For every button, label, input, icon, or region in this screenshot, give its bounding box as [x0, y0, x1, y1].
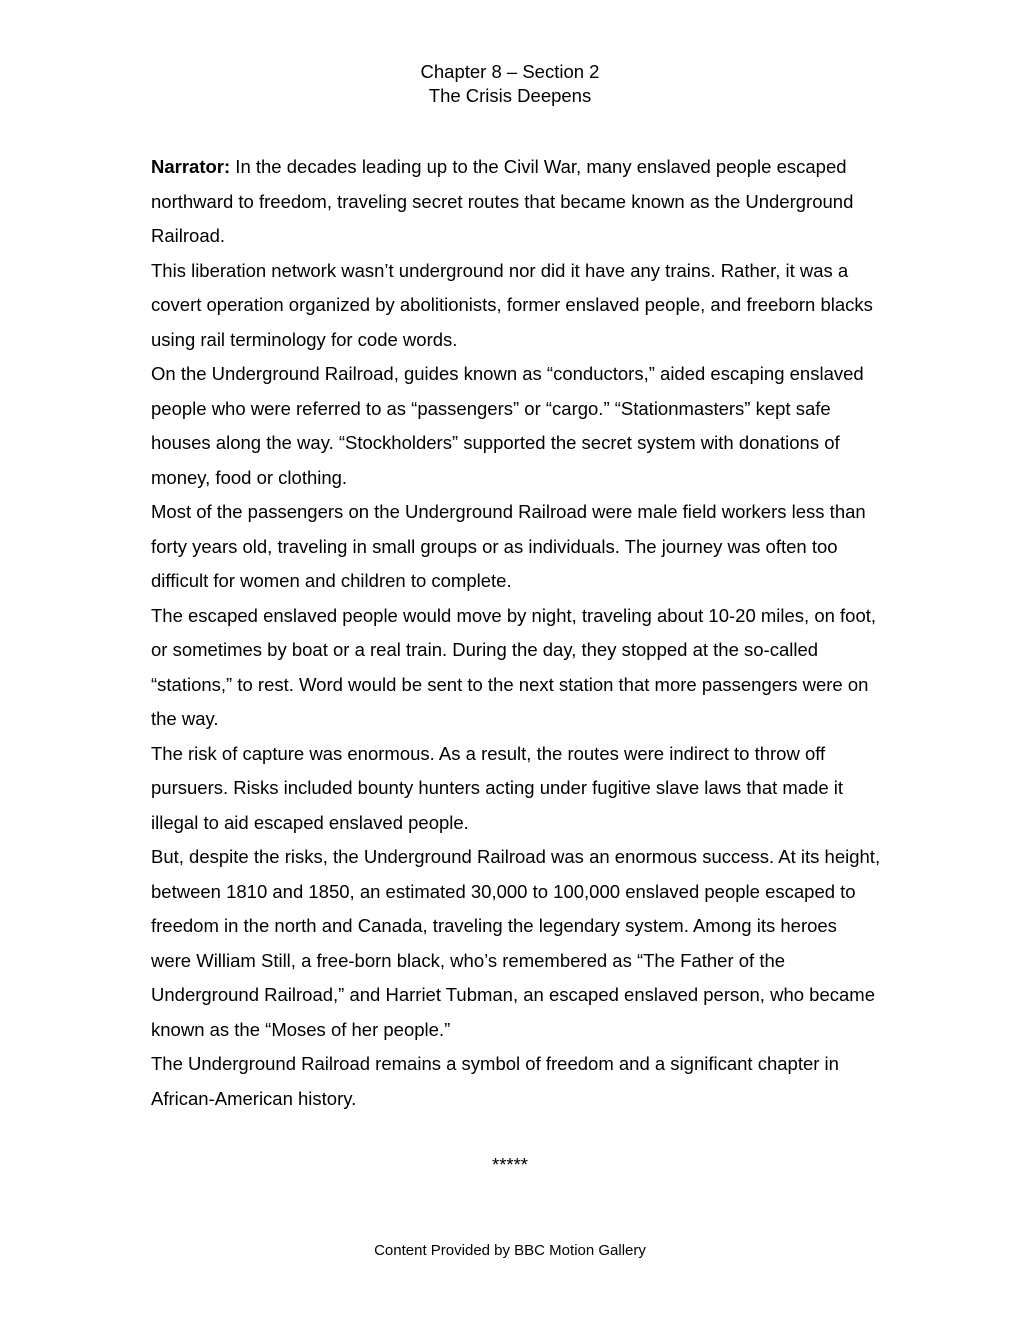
narration-paragraph: The escaped enslaved people would move by night, traveling about 10-20 miles, on foot, or sometimes by boat or a real train. During the day, they stopped at the so-called “stations,” to rest. Word would be sent to the next station that more passengers were on the way. — [151, 604, 877, 729]
narration-paragraph: This liberation network wasn’t underground nor did it have any trains. Rather, it was a covert operation organized by abolitionists, former enslaved people, and freeborn blacks using rail terminology for code words. — [151, 259, 873, 350]
narration-paragraph: On the Underground Railroad, guides known as “conductors,” aided escaping enslaved people who were referred to as “passengers” or “cargo.” “Stationmasters” kept safe houses along the way. “Stockholders” supported the secret system with donations of money, food or clothing. — [151, 363, 864, 488]
narration-intro-text: In the decades leading up to the Civil War, many enslaved people escaped northward to freedom, traveling secret routes that became known as the Underground Railroad. — [151, 156, 854, 246]
section-header — [0, 60, 1020, 108]
narrator-label: Narrator: — [151, 156, 231, 177]
section-separator: ***** — [492, 1154, 528, 1175]
narration-intro-paragraph — [151, 150, 881, 254]
narration-body — [151, 150, 881, 1116]
narration-paragraph: The Underground Railroad remains a symbol of freedom and a significant chapter in African-American history. — [151, 1053, 839, 1109]
narration-paragraph: But, despite the risks, the Underground Railroad was an enormous success. At its height, between 1810 and 1850, an estimated 30,000 to 100,000 enslaved people escaped to freedom in the north and Canada, traveling the legendary system. Among its heroes were William Still, a free-born black, who’s remembered as “The Father of the Underground Railroad,” and Harriet Tubman, an escaped enslaved person, who became known as the “Moses of her people.” — [151, 846, 881, 1040]
narration-paragraph: Most of the passengers on the Underground Railroad were male field workers less than forty years old, traveling in small groups or as individuals. The journey was often too difficult for women and children to complete. — [151, 501, 866, 591]
section-title: The Crisis Deepens — [428, 85, 592, 106]
chapter-heading: Chapter 8 – Section 2 — [420, 61, 600, 82]
narration-paragraph: The risk of capture was enormous. As a result, the routes were indirect to throw off pursuers. Risks included bounty hunters acting under fugitive slave laws that made it illegal to aid escaped enslaved people. — [151, 742, 844, 833]
footer-credit: Content Provided by BBC Motion Gallery — [374, 1242, 646, 1259]
